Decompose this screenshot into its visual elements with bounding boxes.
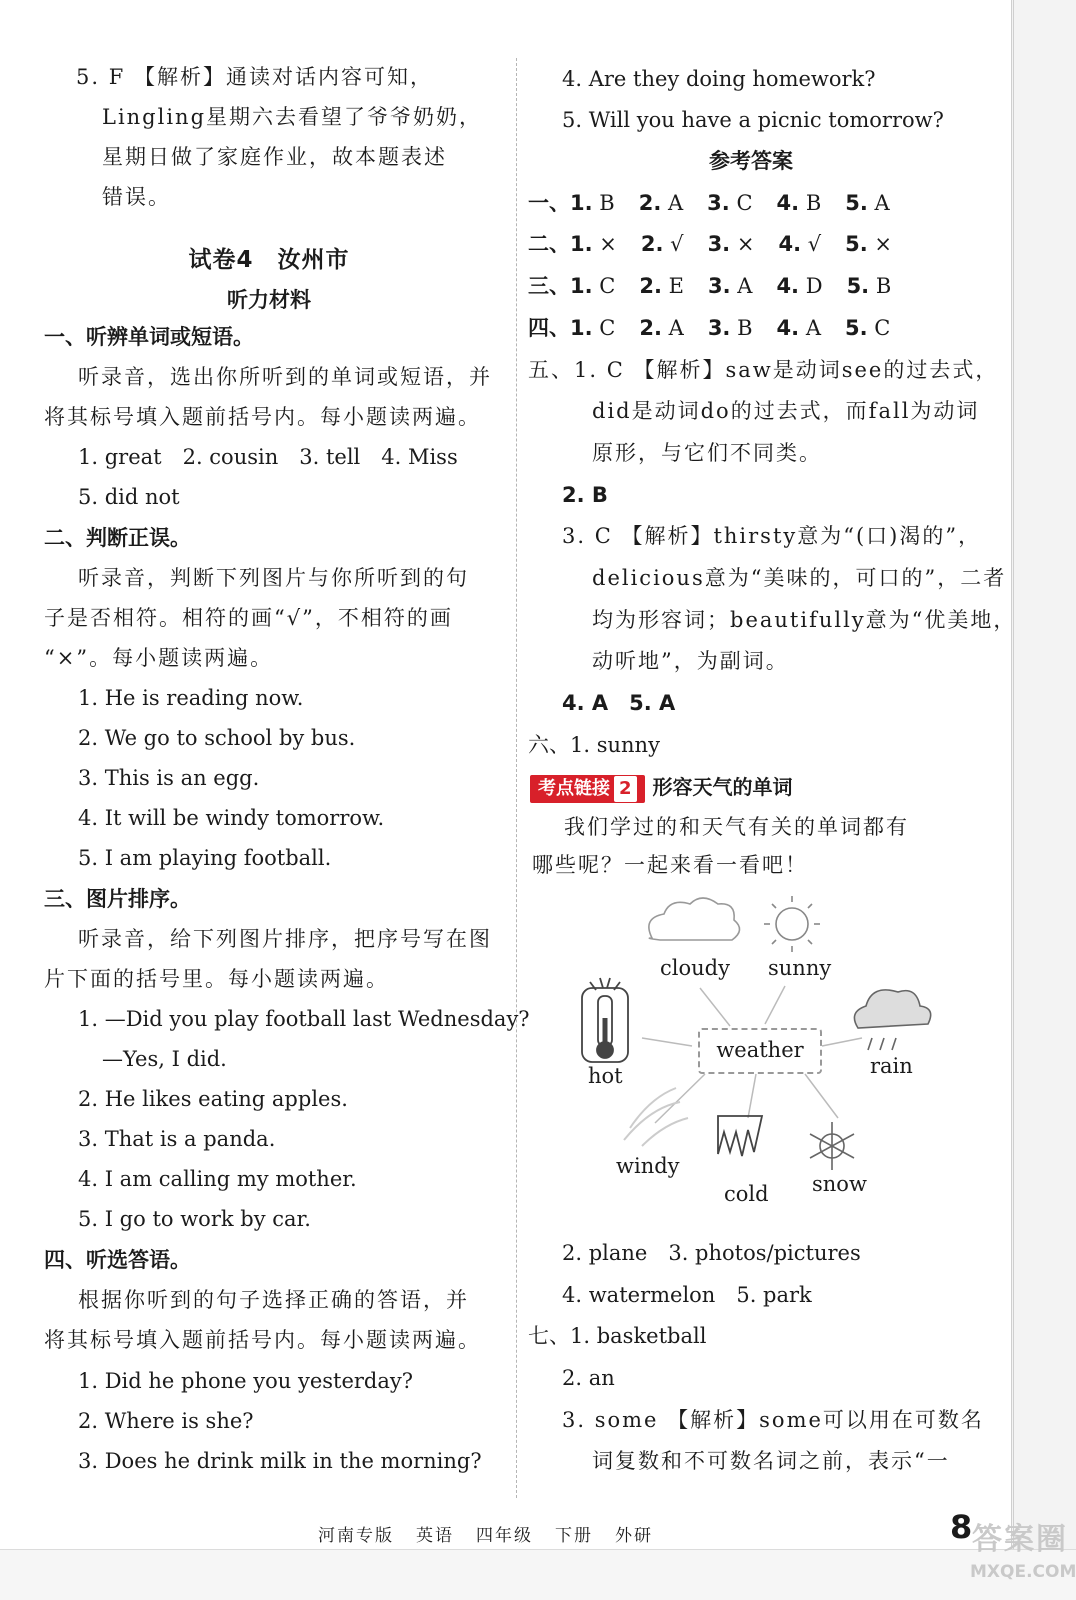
- answer-num: 1.: [570, 274, 593, 298]
- answer-num: 1.: [570, 191, 593, 215]
- section-4-item: 1. Did he phone you yesterday?: [78, 1369, 414, 1393]
- answer-num: 3.: [707, 232, 731, 256]
- section-4-instr-1: 根据你听到的句子选择正确的答语，并: [78, 1288, 469, 1312]
- weather-label-windy: windy: [616, 1154, 680, 1178]
- watermark-url: MXQE.COM: [970, 1562, 1076, 1582]
- section-3-item: 1. —Did you play football last Wednesday?: [78, 1007, 530, 1031]
- section-7-item-2: 2. an: [562, 1366, 615, 1390]
- weather-diagram: [560, 878, 980, 1218]
- badge-number: 2: [614, 776, 637, 802]
- answer-value: ×: [874, 232, 893, 256]
- answer-num: 2.: [639, 316, 662, 340]
- answer-num: 2.: [640, 232, 664, 256]
- badge-label: 考点链接: [538, 777, 610, 799]
- icicle-icon: [718, 1116, 762, 1156]
- answer-num: 5.: [845, 191, 868, 215]
- answer-value: B: [805, 191, 822, 215]
- footer-edition: 河南专版: [318, 1526, 394, 1546]
- section-4-heading: 四、听选答语。: [44, 1248, 191, 1272]
- section-6-item-1: 六、1. sunny: [528, 733, 660, 757]
- section-5-item-3-line-4: 动听地”，为副词。: [592, 649, 789, 673]
- answer-5-line-2: Lingling星期六去看望了爷爷奶奶，: [102, 105, 483, 129]
- weather-label-snow: snow: [812, 1172, 867, 1196]
- answer-num: 4.: [776, 191, 800, 215]
- answer-value: A: [805, 316, 821, 340]
- answer-value: A: [668, 316, 684, 340]
- answer-num: 1.: [570, 316, 593, 340]
- watermark-logo: [964, 1510, 1076, 1596]
- section-2-instr-1: 听录音，判断下列图片与你所听到的句: [78, 566, 469, 590]
- test-title: 试卷4 汝州市: [188, 247, 350, 273]
- section-3-item: 3. That is a panda.: [78, 1127, 276, 1151]
- section-7-item-3-line-2: 词复数和不可数名词之前，表示“一: [592, 1449, 950, 1473]
- answer-num: 5.: [845, 232, 868, 256]
- answer-value: C: [599, 274, 616, 298]
- section-5-item-3-line-1: 3. C 【解析】thirsty意为“(口)渴的”，: [562, 524, 982, 548]
- answer-num: 4.: [776, 274, 800, 298]
- section-3-item: 5. I go to work by car.: [78, 1207, 311, 1231]
- answer-row-3: [528, 271, 915, 301]
- weather-label-hot: hot: [588, 1064, 623, 1088]
- listening-item-4: 4. Are they doing homework?: [562, 67, 876, 91]
- answer-num: 3.: [707, 274, 731, 298]
- answer-5-line-1: 5. F 【解析】通读对话内容可知，: [76, 65, 433, 89]
- answer-value: ×: [599, 232, 617, 256]
- answer-row-label: 三、: [528, 274, 570, 298]
- answer-row-2: [528, 229, 916, 259]
- answer-num: 5.: [844, 316, 868, 340]
- section-7-item-1: 七、1. basketball: [528, 1324, 707, 1348]
- section-4-instr-2: 将其标号填入题前括号内。每小题读两遍。: [44, 1328, 481, 1352]
- answer-num: 2.: [639, 274, 662, 298]
- rain-icon: [854, 990, 930, 1050]
- section-1-item: 1. great 2. cousin 3. tell 4. Miss: [78, 445, 458, 469]
- answer-value: √: [670, 232, 684, 256]
- listening-item-5: 5. Will you have a picnic tomorrow?: [562, 108, 944, 132]
- answer-value: B: [737, 316, 753, 340]
- answer-row-1: [528, 188, 914, 218]
- footer-publisher: 外研: [615, 1526, 653, 1546]
- answer-num: 4.: [778, 232, 802, 256]
- answer-num: 1.: [570, 232, 593, 256]
- wind-icon: [624, 1088, 688, 1146]
- weather-label-rain: rain: [870, 1054, 913, 1078]
- section-2-item: 4. It will be windy tomorrow.: [78, 806, 385, 830]
- answer-num: 2.: [638, 191, 662, 215]
- answer-row-label: 二、: [528, 232, 570, 256]
- answer-5-line-4: 错误。: [102, 185, 171, 209]
- section-1-instr-1: 听录音，选出你所听到的单词或短语，并: [78, 365, 492, 389]
- answer-value: E: [668, 274, 684, 298]
- section-2-item: 1. He is reading now.: [78, 686, 304, 710]
- page-frame-bottom: [0, 1549, 1076, 1600]
- thermometer-icon: [582, 978, 628, 1062]
- answer-num: 4.: [776, 316, 800, 340]
- answer-value: A: [874, 191, 890, 215]
- knowledge-link-title: 形容天气的单词: [652, 775, 793, 799]
- answer-row-4: [528, 313, 914, 343]
- answer-value: ×: [736, 232, 755, 256]
- section-5-item-3-line-2: delicious意为“美味的，可口的”，二者: [592, 566, 1007, 590]
- answer-value: B: [599, 191, 615, 215]
- section-7-item-3-line-1: 3. some 【解析】some可以用在可数名: [562, 1408, 984, 1432]
- answer-value: √: [807, 232, 822, 256]
- answer-5-line-3: 星期日做了家庭作业，故本题表述: [102, 145, 447, 169]
- weather-label-sunny: sunny: [768, 956, 832, 980]
- answer-row-label: 四、: [528, 316, 570, 340]
- section-6-items-4-5: 4. watermelon 5. park: [562, 1283, 812, 1307]
- sun-icon: [764, 896, 820, 952]
- answer-value: A: [737, 274, 753, 298]
- answer-key-title: 参考答案: [709, 149, 793, 173]
- section-2-heading: 二、判断正误。: [44, 526, 191, 550]
- section-5-items-4-5: 4. A 5. A: [562, 691, 676, 715]
- section-3-item: 4. I am calling my mother.: [78, 1167, 357, 1191]
- column-divider: [516, 58, 517, 1498]
- knowledge-link-header: [530, 772, 793, 803]
- answer-num: 5.: [846, 274, 870, 298]
- section-3-instr-1: 听录音，给下列图片排序，把序号写在图: [78, 927, 492, 951]
- knowledge-link-text-1: 我们学过的和天气有关的单词都有: [564, 815, 909, 839]
- section-2-instr-2: 子是否相符。相符的画“√”，不相符的画: [44, 606, 453, 630]
- section-3-item: 2. He likes eating apples.: [78, 1087, 348, 1111]
- answer-value: D: [805, 274, 823, 298]
- section-5-line-2: did是动词do的过去式，而fall为动词: [592, 399, 980, 423]
- answer-value: B: [875, 274, 892, 298]
- knowledge-link-badge: [530, 775, 645, 803]
- section-3-heading: 三、图片排序。: [44, 887, 191, 911]
- weather-label-cloudy: cloudy: [660, 956, 730, 980]
- section-5-item-2: 2. B: [562, 483, 608, 507]
- answer-num: 3.: [707, 191, 730, 215]
- answer-value: C: [599, 316, 616, 340]
- listening-material-title: 听力材料: [227, 288, 311, 312]
- section-3-item: —Yes, I did.: [102, 1047, 227, 1071]
- footer-subject: 英语: [416, 1526, 454, 1546]
- section-4-item: 2. Where is she?: [78, 1409, 254, 1433]
- cloud-icon: [649, 898, 740, 940]
- footer-grade: 四年级: [476, 1526, 533, 1546]
- answer-value: C: [874, 316, 891, 340]
- page-footer: [318, 1521, 675, 1546]
- answer-num: 3.: [707, 316, 731, 340]
- knowledge-link-text-2: 哪些呢？一起来看一看吧！: [532, 853, 808, 877]
- section-5-line-3: 原形，与它们不同类。: [592, 441, 822, 465]
- weather-label-cold: cold: [724, 1182, 769, 1206]
- answer-row-label: 一、: [528, 191, 570, 215]
- page-frame-right: [1011, 0, 1076, 1600]
- section-2-item: 3. This is an egg.: [78, 766, 260, 790]
- footer-volume: 下册: [555, 1526, 593, 1546]
- section-2-item: 2. We go to school by bus.: [78, 726, 356, 750]
- answer-value: A: [668, 191, 684, 215]
- snowflake-icon: [810, 1122, 854, 1170]
- section-1-heading: 一、听辨单词或短语。: [44, 325, 254, 349]
- section-1-instr-2: 将其标号填入题前括号内。每小题读两遍。: [44, 405, 481, 429]
- page-number: 8: [950, 1508, 973, 1546]
- section-2-instr-3: “×”。每小题读两遍。: [44, 646, 274, 670]
- section-5-item-3-line-3: 均为形容词；beautifully意为“优美地，: [592, 608, 1017, 632]
- section-4-item: 3. Does he drink milk in the morning?: [78, 1449, 482, 1473]
- section-6-items-2-3: 2. plane 3. photos/pictures: [562, 1241, 861, 1265]
- answer-value: C: [736, 191, 753, 215]
- weather-center-box: weather: [698, 1028, 822, 1074]
- section-1-item: 5. did not: [78, 485, 180, 509]
- section-3-instr-2: 片下面的括号里。每小题读两遍。: [44, 967, 389, 991]
- watermark-text: 答案圈: [972, 1522, 1068, 1557]
- section-2-item: 5. I am playing football.: [78, 846, 332, 870]
- section-5-line-1: 五、1. C 【解析】saw是动词see的过去式，: [528, 358, 999, 382]
